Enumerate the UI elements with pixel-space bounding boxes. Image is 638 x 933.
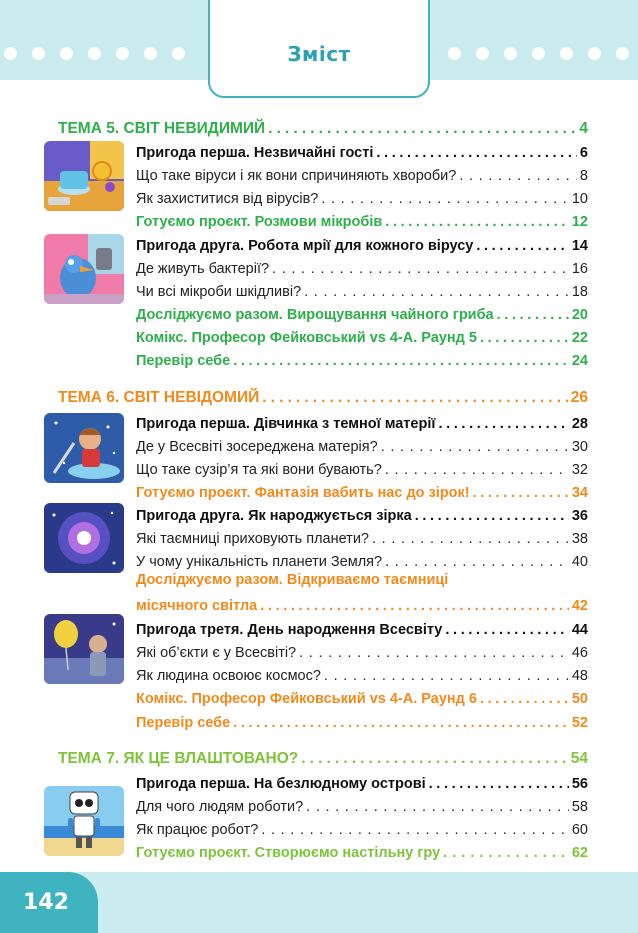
toc-entry[interactable] — [136, 663, 588, 685]
leader-dots — [381, 438, 569, 456]
toc-title: Пригода перша. Незвичайні гості — [136, 145, 374, 161]
leader-dots — [304, 283, 569, 301]
toc-page: 34 — [571, 485, 588, 501]
toc-title: Чи всі мікроби шкідливі? — [136, 284, 302, 300]
toc-title: Як працює робот? — [136, 822, 259, 838]
toc-entry[interactable] — [136, 457, 588, 479]
toc-comic[interactable] — [136, 325, 588, 347]
toc-title: Комікс. Професор Фейковський vs 4-А. Раунд 5 — [136, 330, 477, 346]
leader-dots — [476, 237, 569, 255]
toc-page: 60 — [571, 822, 588, 838]
toc-title: Які об’єкти є у Всесвіті? — [136, 645, 297, 661]
toc-page: 14 — [571, 238, 588, 254]
leader-dots — [429, 775, 569, 793]
toc-project[interactable] — [136, 840, 588, 862]
toc-page: 58 — [571, 799, 588, 815]
universe-birthday-illustration — [44, 614, 124, 684]
toc-comic[interactable] — [136, 686, 588, 708]
toc-project[interactable] — [136, 209, 588, 231]
leader-dots — [385, 461, 569, 479]
toc-title: У чому унікальність планети Земля? — [136, 554, 383, 570]
leader-dots — [480, 690, 569, 708]
toc-page: 42 — [571, 598, 588, 614]
toc-page: 62 — [571, 845, 588, 861]
toc-page: 8 — [579, 168, 588, 184]
toc-check[interactable] — [136, 710, 588, 732]
leader-dots — [438, 415, 568, 433]
leader-dots — [301, 750, 568, 768]
toc-title: Для чого людям роботи? — [136, 799, 304, 815]
leader-dots — [268, 120, 576, 138]
toc-page: 48 — [571, 668, 588, 684]
leader-dots — [459, 167, 577, 185]
leader-dots — [272, 260, 569, 278]
toc-title: Що таке сузір’я та які вони бувають? — [136, 462, 382, 478]
toc-title: Готуємо проєкт. Створюємо настільну гру — [136, 845, 441, 861]
leader-dots — [233, 352, 569, 370]
toc-page: 52 — [571, 715, 588, 731]
bird-bacteria-illustration — [44, 234, 124, 304]
toc-title: Досліджуємо разом. Вирощування чайного гриба — [136, 307, 494, 323]
toc-title: Перевір себе — [136, 715, 231, 731]
leader-dots — [321, 190, 569, 208]
toc-entry[interactable] — [136, 279, 588, 301]
star-birth-illustration — [44, 503, 124, 573]
toc-page: 18 — [571, 284, 588, 300]
toc-title: Пригода перша. На безлюдному острові — [136, 776, 426, 792]
toc-title: Готуємо проєкт. Розмови мікробів — [136, 214, 383, 230]
leader-dots — [306, 798, 569, 816]
toc-title: місячного світла — [136, 598, 258, 614]
leader-dots — [299, 644, 569, 662]
toc-page: 36 — [571, 508, 588, 524]
toc-page: 40 — [571, 554, 588, 570]
leader-dots — [385, 213, 569, 231]
toc-page: 10 — [571, 191, 588, 207]
toc-entry[interactable] — [136, 794, 588, 816]
toc-title: Які таємниці приховують планети? — [136, 531, 369, 547]
leader-dots — [262, 389, 568, 407]
leader-dots — [415, 507, 569, 525]
toc-page: 24 — [571, 353, 588, 369]
toc-entry[interactable] — [136, 233, 588, 255]
toc-title: Як захиститися від вірусів? — [136, 191, 319, 207]
toc-research[interactable] — [136, 302, 588, 324]
toc-entry[interactable] — [136, 163, 588, 185]
boy-space-illustration — [44, 413, 124, 483]
toc-title: Пригода друга. Робота мрії для кожного вірусу — [136, 238, 474, 254]
toc-entry[interactable] — [136, 549, 588, 571]
toc-entry[interactable] — [136, 503, 588, 525]
toc-page: 26 — [570, 389, 588, 406]
leader-dots — [445, 621, 568, 639]
toc-title: ТЕМА 7. ЯК ЦЕ ВЛАШТОВАНО? — [58, 750, 299, 767]
toc-page: 56 — [571, 776, 588, 792]
toc-page: 4 — [579, 120, 588, 137]
virus-cup-illustration — [44, 141, 124, 211]
toc-page: 32 — [571, 462, 588, 478]
toc-title: Що таке віруси і як вони спричиняють хвороби? — [136, 168, 457, 184]
toc-research-line1[interactable]: Досліджуємо разом. Відкриваємо таємниці — [136, 572, 449, 588]
toc-entry[interactable] — [136, 186, 588, 208]
toc-page: 6 — [579, 145, 588, 161]
thumbnail-star-birth — [44, 503, 124, 573]
toc-title: Пригода друга. Як народжується зірка — [136, 508, 412, 524]
leader-dots — [497, 306, 569, 324]
toc-topic-7[interactable] — [58, 746, 588, 768]
toc-page: 20 — [571, 307, 588, 323]
toc-title: Де живуть бактерії? — [136, 261, 270, 277]
toc-check[interactable] — [136, 348, 588, 370]
toc-page: 30 — [571, 439, 588, 455]
toc-title: Де у Всесвіті зосереджена матерія? — [136, 439, 378, 455]
toc-page: 44 — [571, 622, 588, 638]
leader-dots — [372, 530, 569, 548]
toc-page: 12 — [571, 214, 588, 230]
toc-title: Пригода третя. День народження Всесвіту — [136, 622, 443, 638]
toc-page: 54 — [570, 750, 588, 767]
thumbnail-bird-bacteria — [44, 234, 124, 304]
thumbnail-robot-island — [44, 786, 124, 856]
toc-research[interactable] — [136, 593, 588, 615]
toc-page: 38 — [571, 531, 588, 547]
toc-title: ТЕМА 6. СВІТ НЕВІДОМИЙ — [58, 389, 260, 406]
toc-entry[interactable] — [136, 411, 588, 433]
thumbnail-virus-cup — [44, 141, 124, 211]
thumbnail-boy-space — [44, 413, 124, 483]
leader-dots — [261, 821, 569, 839]
leader-dots — [473, 484, 569, 502]
leader-dots — [385, 553, 569, 571]
leader-dots — [324, 667, 569, 685]
page-title: Зміст — [287, 42, 351, 66]
toc-entry[interactable] — [136, 434, 588, 456]
page-number: 142 — [23, 890, 69, 915]
leader-dots — [376, 144, 577, 162]
toc-entry[interactable] — [136, 256, 588, 278]
leader-dots — [443, 844, 569, 862]
robot-island-illustration — [44, 786, 124, 856]
toc-topic-6[interactable] — [58, 385, 588, 407]
toc-page: 46 — [571, 645, 588, 661]
toc-page: 28 — [571, 416, 588, 432]
toc-page: 50 — [571, 691, 588, 707]
toc-entry[interactable] — [136, 817, 588, 839]
toc-page: 16 — [571, 261, 588, 277]
toc-title: ТЕМА 5. СВІТ НЕВИДИМИЙ — [58, 120, 266, 137]
leader-dots — [233, 714, 569, 732]
toc-topic-5[interactable] — [58, 116, 588, 138]
leader-dots — [480, 329, 569, 347]
toc-entry[interactable] — [136, 640, 588, 662]
toc-entry[interactable] — [136, 140, 588, 162]
toc-title: Як людина освоює космос? — [136, 668, 321, 684]
toc-title: Готуємо проєкт. Фантазія вабить нас до зірок! — [136, 485, 470, 501]
leader-dots — [260, 597, 569, 615]
toc-title: Перевір себе — [136, 353, 231, 369]
toc-entry[interactable] — [136, 526, 588, 548]
toc-entry[interactable] — [136, 771, 588, 793]
thumbnail-universe-birthday — [44, 614, 124, 684]
toc-title: Пригода перша. Дівчинка з темної матерії — [136, 416, 436, 432]
toc-entry[interactable] — [136, 617, 588, 639]
toc-title: Комікс. Професор Фейковський vs 4-А. Раунд 6 — [136, 691, 477, 707]
toc-page: 22 — [571, 330, 588, 346]
toc-project[interactable] — [136, 480, 588, 502]
